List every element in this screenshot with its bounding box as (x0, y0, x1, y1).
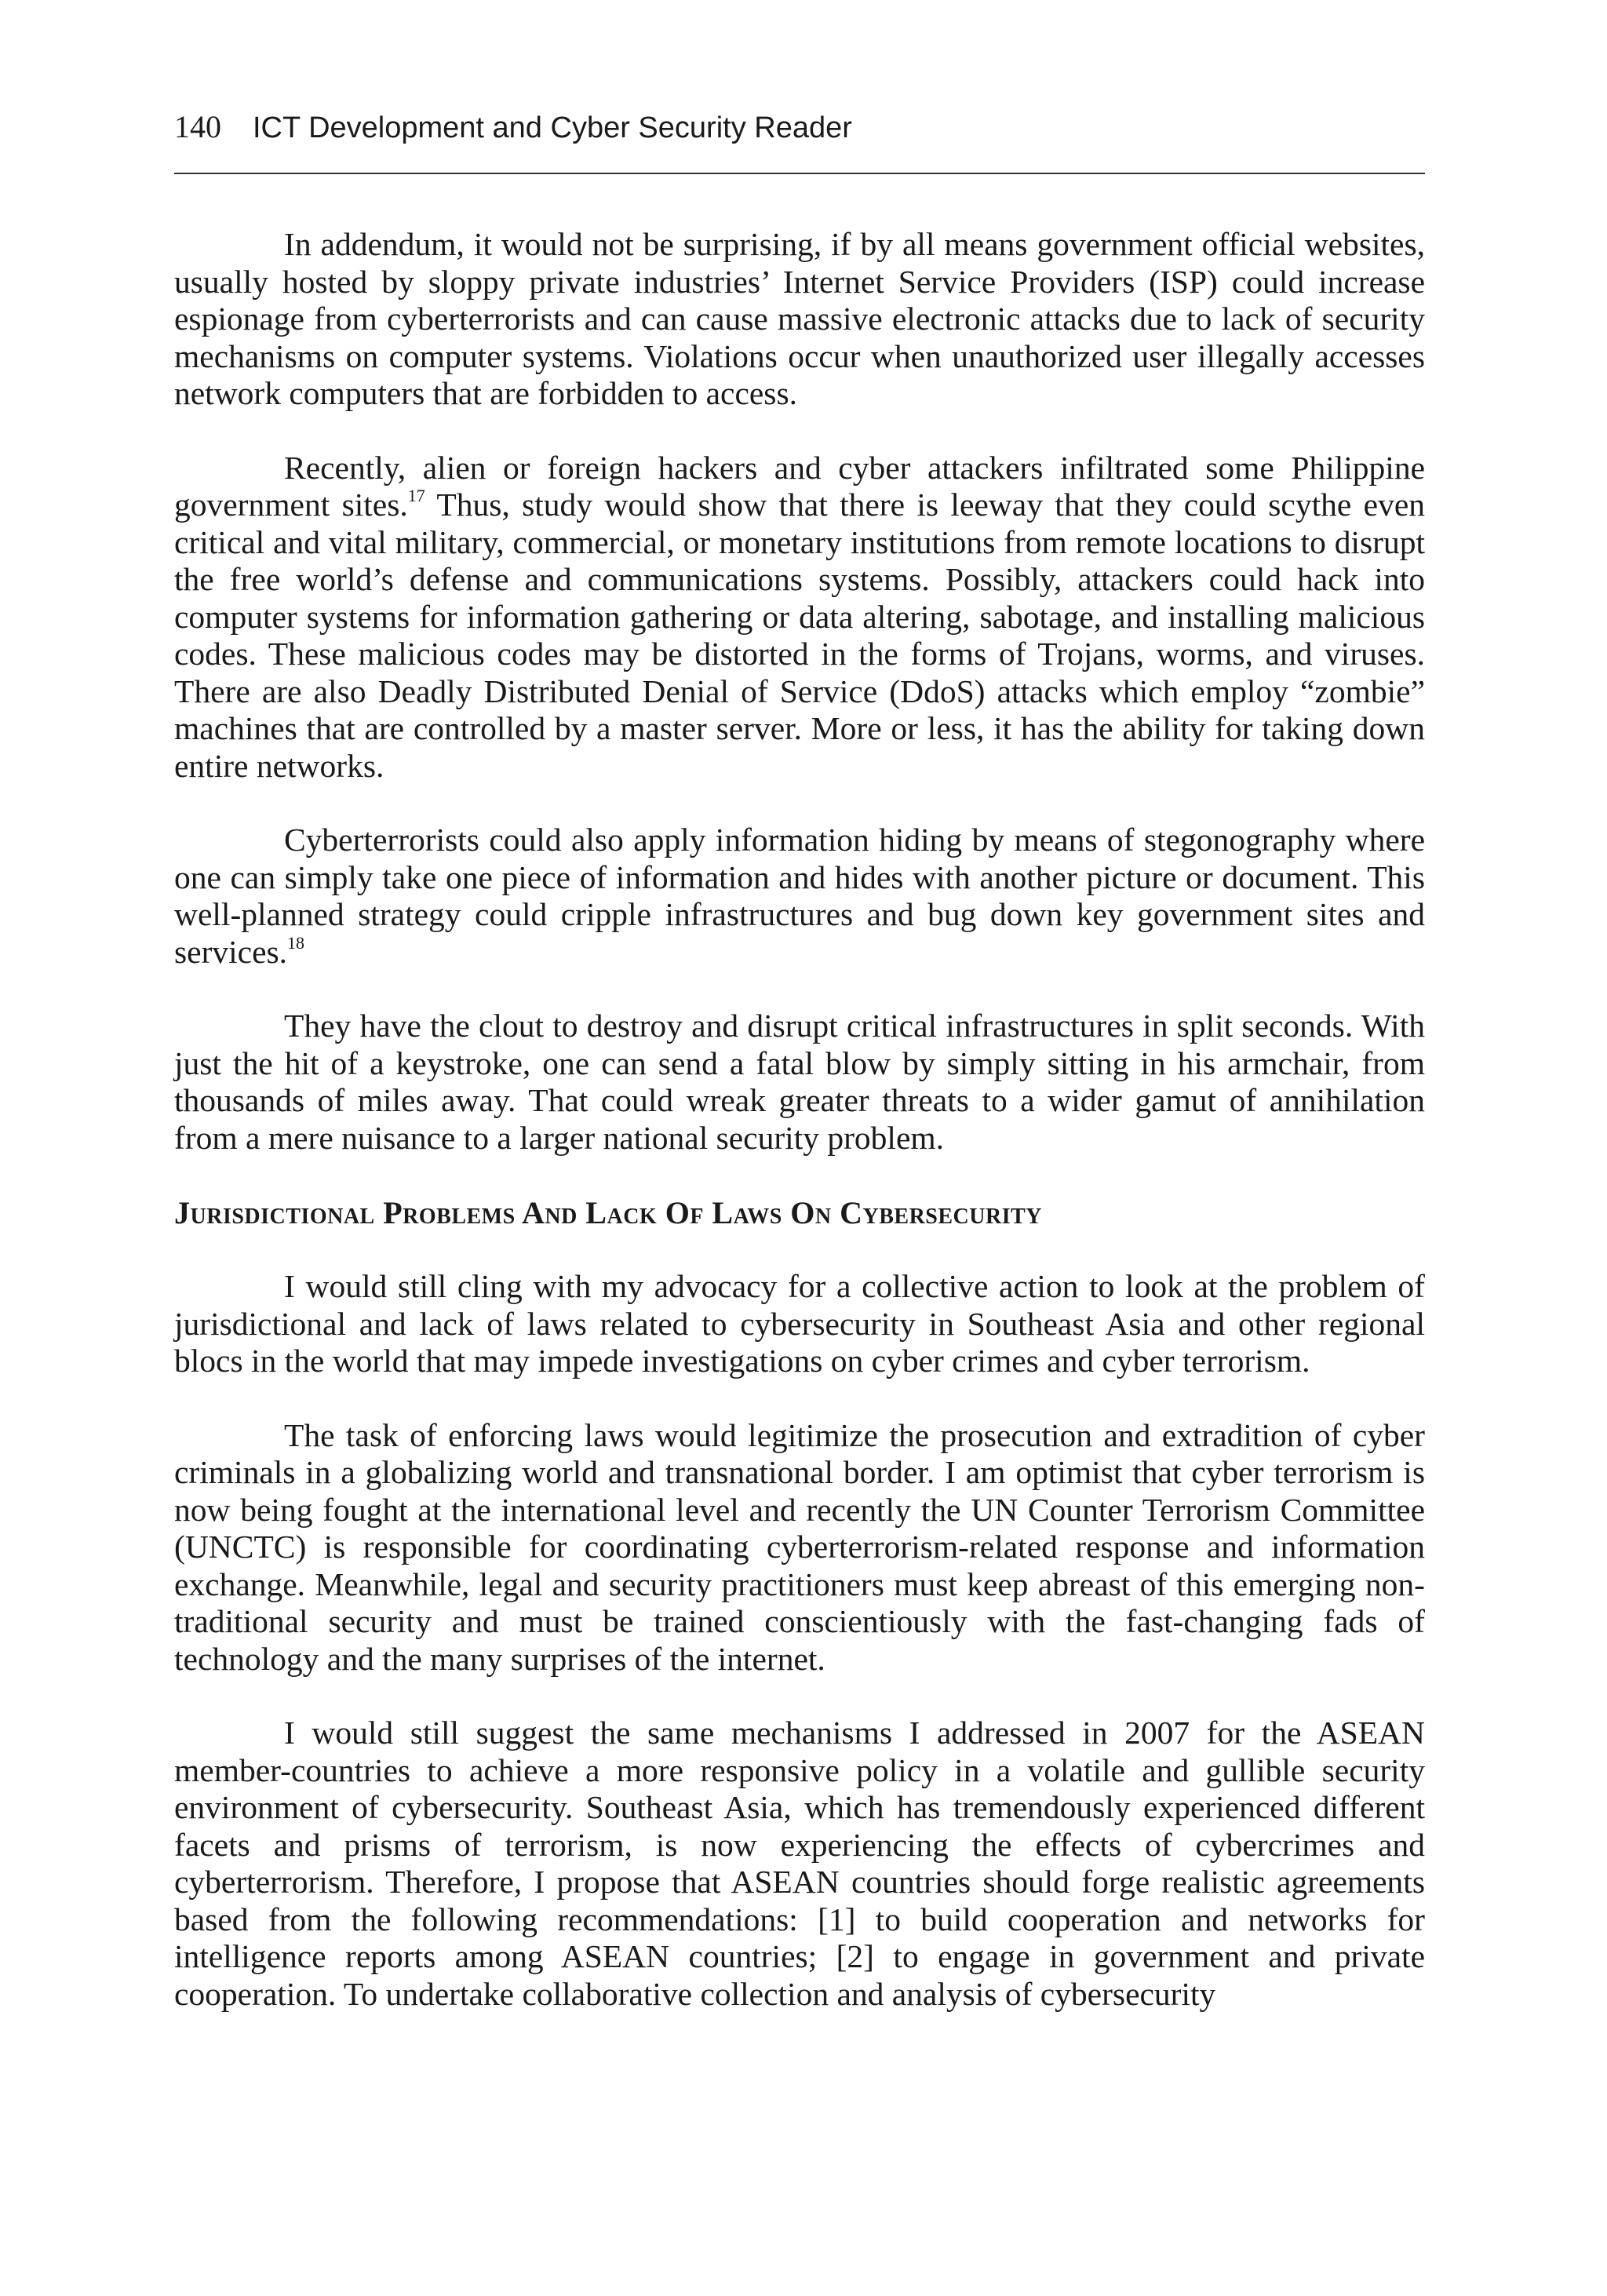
paragraph-text: The task of enforcing laws would legitimize the prosecution and extradition of cyber criminals in a globalizing world and transnational border. I am optimist that cyber terrorism is now being fought at the international level and recently the UN Counter Terrorism Committee (UNCTC) is responsible for coordinating cyberterrorism-related response and information exchange. Meanwhile, legal and security practitioners must keep abreast of this emerging non-traditional security and must be trained conscientiously with the fast-changing fads of technology and the many surprises of the internet. (174, 1416, 1425, 1677)
section-paragraph-3 (174, 1715, 1425, 2013)
paragraph-text: Recently, alien or foreign hackers and cyber attackers infiltrated some Philippine government sites. (174, 449, 1425, 523)
paragraph-3 (174, 822, 1425, 971)
footnote-ref-18: 18 (287, 932, 305, 953)
section-paragraph-2 (174, 1417, 1425, 1678)
book-title: ICT Development and Cyber Security Reader (253, 111, 852, 144)
running-header (174, 108, 1430, 155)
paragraph-1 (174, 226, 1425, 413)
paragraph-text: I would still cling with my advocacy for a collective action to look at the problem of jurisdictional and lack of laws related to cybersecurity in Southeast Asia and other regional blocs in the world that may impede investigations on cyber crimes and cyber terrorism. (174, 1268, 1425, 1379)
paragraph-text: They have the clout to destroy and disrupt critical infrastructures in split seconds. With just the hit of a keystroke, one can send a fatal blow by simply sitting in his armchair, from thousands of miles away. That could wreak greater threats to a wider gamut of annihilation from a mere nuisance to a larger national security problem. (174, 1008, 1425, 1156)
footnote-ref-17: 17 (407, 486, 425, 505)
paragraph-2 (174, 450, 1425, 785)
section-paragraph-1 (174, 1268, 1425, 1380)
header-divider (174, 173, 1425, 174)
paragraph-4 (174, 1008, 1425, 1157)
paragraph-text: Thus, study would show that there is leeway that they could scythe even critical and vital military, commercial, or monetary institutions from remote locations to disrupt the free world’s defense and communications systems. Possibly, attackers could hack into computer systems for information gathering or data altering, sabotage, and installing malicious codes. These malicious codes may be distorted in the forms of Trojans, worms, and viruses. There are also Deadly Distributed Denial of Service (DdoS) attacks which employ “zombie” machines that are controlled by a master server. More or less, it has the ability for taking down entire networks. (174, 487, 1426, 784)
paragraph-text: Cyberterrorists could also apply information hiding by means of stegonography where one can simply take one piece of information and hides with another picture or document. This well-planned strategy could cripple infrastructures and bug down key government sites and services. (174, 822, 1425, 970)
page-number: 140 (174, 109, 221, 144)
section-heading: Jurisdictional Problems And Lack Of Laws On Cybersecurity (174, 1195, 1043, 1230)
body-text (174, 226, 1425, 2013)
paragraph-text: In addendum, it would not be surprising, if by all means government official websites, usually hosted by sloppy private industries’ Internet Service Providers (ISP) could increase espionage from cyberterrorists and can cause massive electronic attacks due to lack of security mechanisms on computer systems. Violations occur when unauthorized user illegally accesses network computers that are forbidden to access. (174, 226, 1425, 411)
paragraph-text: I would still suggest the same mechanisms I addressed in 2007 for the ASEAN member-countries to achieve a more responsive policy in a volatile and gullible security environment of cybersecurity. Southeast Asia, which has tremendously experienced different facets and prisms of terrorism, is now experiencing the effects of cybercrimes and cyberterrorism. Therefore, I propose that ASEAN countries should forge realistic agreements based from the following recommendations: [1] to build cooperation and networks for intelligence reports among ASEAN countries; [2] to engage in government and private cooperation. To undertake collaborative collection and analysis of cybersecurity (174, 1715, 1425, 2012)
